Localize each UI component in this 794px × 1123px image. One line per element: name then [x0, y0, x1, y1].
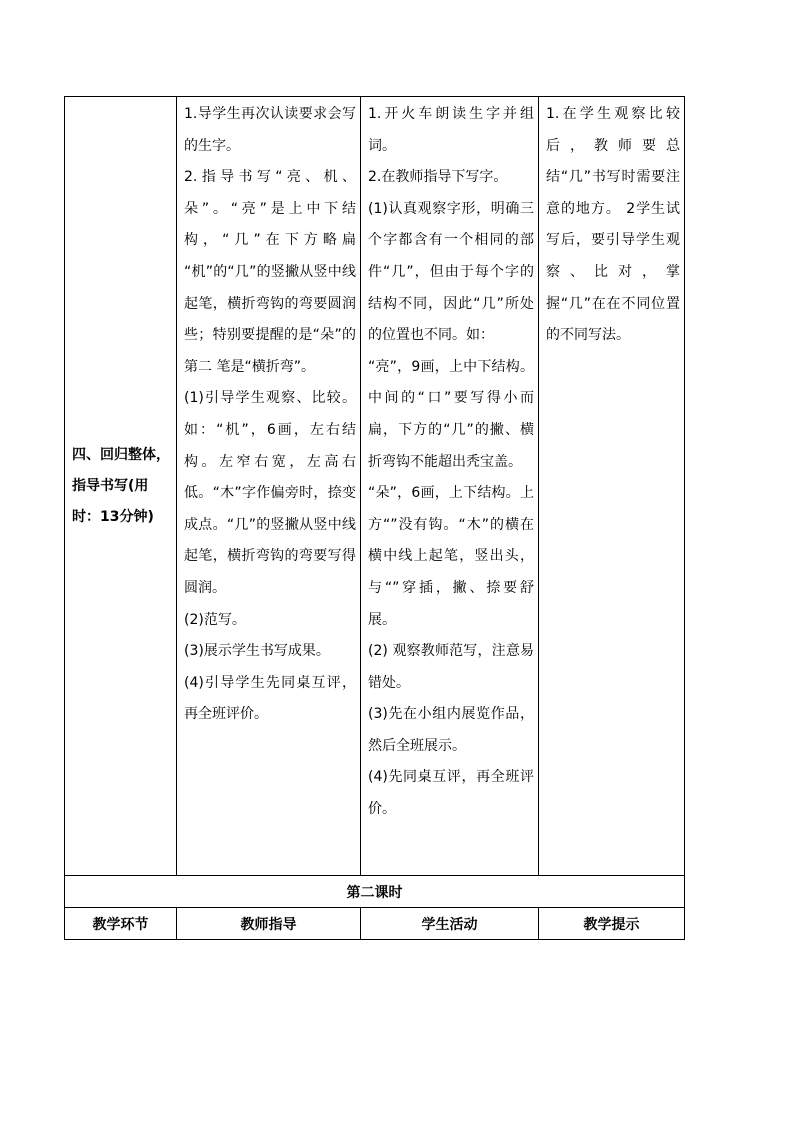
- section-four-row: [65, 97, 685, 876]
- teacher-step-2-1: (1)引导学生观察、比较。如：“机”，6画，左右结构。左窄右宽，左高右低。“木”字作偏旁时，捺变成点。“几”的竖撇从竖中线起笔，横折弯钩的弯要写得圆润。: [184, 390, 356, 596]
- teaching-tip-1: 1.在学生观察比较后，教师要总结“几”书写时需要注意的地方。 2学生试写后，要引导学生观察、比对，掌握“几”在在不同位置的不同写法。: [546, 106, 680, 344]
- student-step-2-2: (2) 观察教师范写，注意易错处。: [368, 643, 534, 691]
- student-step-1: 1.开火车朗读生字并组词。: [368, 106, 534, 154]
- student-step-2-1: (1)认真观察字形，明确三个字都含有一个相同的部件“几”，但由于每个字的结构不同，因此“几”所处的位置也不同。如：: [368, 200, 534, 344]
- student-step-2: 2.在教师指导下写字。: [368, 169, 508, 186]
- stage-cell: [65, 97, 177, 876]
- lesson-two-title-row: [65, 876, 685, 908]
- teacher-guidance-cell: [177, 97, 361, 876]
- header-teaching-tips: 教学提示: [539, 908, 685, 940]
- teacher-step-2-2: (2)范写。: [184, 611, 246, 628]
- header-stage: 教学环节: [65, 908, 177, 940]
- teacher-step-2-4: (4)引导学生先同桌互评，再全班评价。: [184, 674, 356, 723]
- teacher-step-2-3: (3)展示学生书写成果。: [184, 643, 330, 660]
- lesson-two-title: 第二课时: [65, 876, 685, 908]
- header-teacher-guidance: 教师指导: [177, 908, 361, 940]
- student-example-liang: “亮”，9画，上中下结构。中间的“口”要写得小而扁，下方的“几”的撇、横折弯钩不能超出秃宝盖。: [368, 358, 534, 470]
- teacher-step-2: 2.指导书写“亮、机、朵”。“亮”是上中下结构，“几”在下方略扁 “机”的“几”的竖撇从竖中线起笔，横折弯钩的弯要圆润些；特别要提醒的是“朵”的第二 笔是“横折弯”。: [184, 169, 356, 375]
- student-step-2-4: (4)先同桌互评，再全班评价。: [368, 769, 534, 818]
- header-row: [65, 908, 685, 940]
- teacher-step-1: 1.导学生再次认读要求会写的生字。: [184, 106, 356, 154]
- header-student-activity: 学生活动: [361, 908, 539, 940]
- student-example-duo: “朵”，6画，上下结构。上方“”没有钩。“木”的横在横中线上起笔，竖出头，与“”穿插，撇、捺要舒展。: [368, 485, 534, 628]
- lesson-plan-table: [64, 96, 685, 940]
- stage-label: 四、回归整体，指导书写(用时：13分钟): [72, 446, 170, 525]
- teaching-tips-cell: [539, 97, 685, 876]
- student-step-2-3: (3)先在小组内展览作品，然后全班展示。: [368, 706, 534, 754]
- student-activity-cell: [361, 97, 539, 876]
